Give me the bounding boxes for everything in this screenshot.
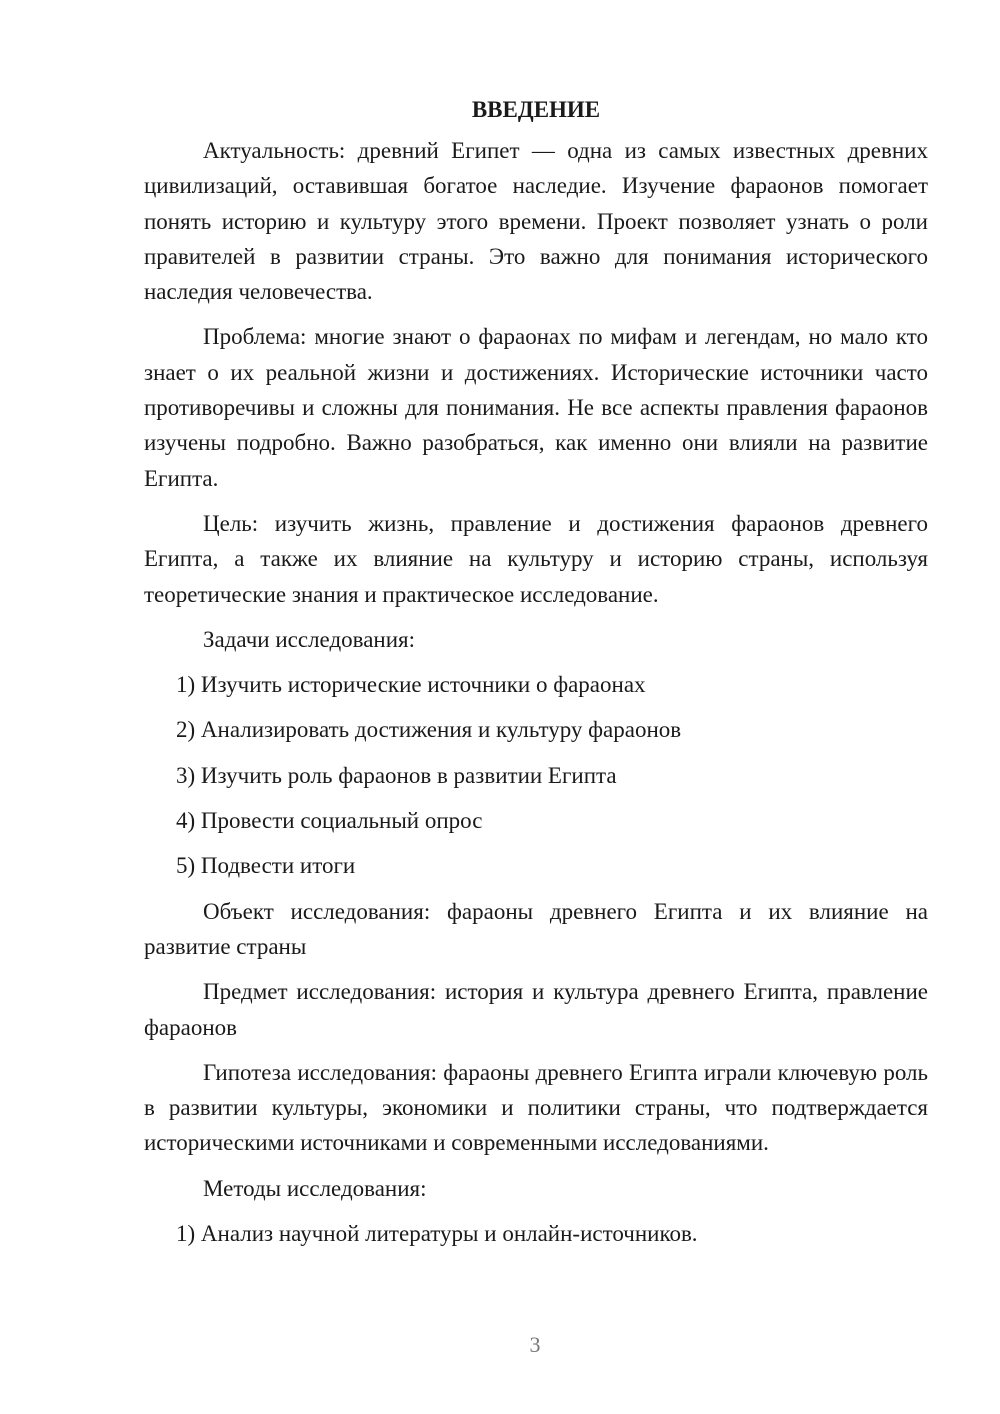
task-item: 1) Изучить исторические источники о фараонах <box>176 672 646 698</box>
task-item: 2) Анализировать достижения и культуру фараонов <box>176 717 682 743</box>
problem-paragraph: Проблема: многие знают о фараонах по мифам и легендам, но мало кто знает о их реальной жизни и достижениях. Исторические источники часто противоречивы и сложны для понимания. Не все аспекты правления фараонов изучены подробно. Важно разобраться, как именно они влияли на развитие Египта. <box>144 324 928 491</box>
task-item: 3) Изучить роль фараонов в развитии Египта <box>176 762 617 788</box>
subject-paragraph: Предмет исследования: история и культура древнего Египта, правление фараонов <box>144 979 928 1040</box>
object-paragraph: Объект исследования: фараоны древнего Египта и их влияние на развитие страны <box>144 898 928 959</box>
method-item: 1) Анализ научной литературы и онлайн-источников. <box>176 1221 698 1247</box>
tasks-heading: Задачи исследования: <box>203 626 416 652</box>
goal-paragraph: Цель: изучить жизнь, правление и достижения фараонов древнего Египта, а также их влияние на культуру и историю страны, используя теоретические знания и практическое исследование. <box>144 510 928 607</box>
task-item: 5) Подвести итоги <box>176 853 356 879</box>
task-item: 4) Провести социальный опрос <box>176 808 483 834</box>
page-number: 3 <box>529 1332 541 1357</box>
methods-heading: Методы исследования: <box>203 1175 427 1201</box>
relevance-paragraph: Актуальность: древний Египет — одна из самых известных древних цивилизаций, оставившая богатое наследие. Изучение фараонов помогает понять историю и культуру этого времени. Проект позволяет узнать о роли правителей в развитии страны. Это важно для понимания исторического наследия человечества. <box>144 138 928 305</box>
page-title: ВВЕДЕНИЕ <box>471 97 601 122</box>
page-content <box>144 92 928 1261</box>
hypothesis-paragraph: Гипотеза исследования: фараоны древнего Египта играли ключевую роль в развитии культуры, экономики и политики страны, что подтверждается историческими источниками и современными исследованиями. <box>144 1059 928 1156</box>
